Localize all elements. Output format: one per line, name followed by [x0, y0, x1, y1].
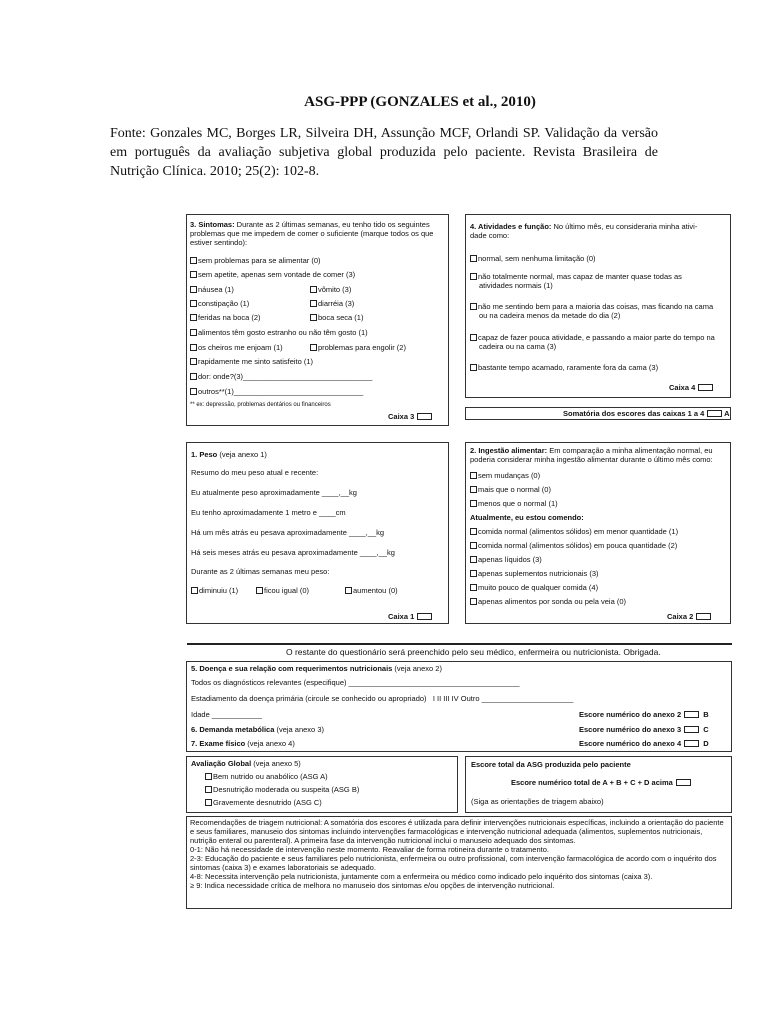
sintomas-option[interactable]: feridas na boca (2) — [190, 313, 261, 322]
demanda-metabolica: 6. Demanda metabólica (veja anexo 3) — [191, 725, 324, 734]
separator-note: O restante do questionário será preenchido pelo seu médico, enfermeira ou nutricionista. Obrigada. — [286, 647, 661, 657]
escore-anexo-2: Escore numérico do anexo 2 B — [579, 710, 709, 719]
recomendacoes — [190, 818, 728, 890]
peso-option[interactable]: aumentou (0) — [345, 586, 398, 595]
atividades-option[interactable]: normal, sem nenhuma limitação (0) — [470, 254, 596, 263]
idade-field[interactable]: Idade ____________ — [191, 710, 262, 719]
caixa-1: Caixa 1 — [388, 612, 432, 621]
atividades-option[interactable]: capaz de fazer pouca atividade, e passando a maior parte do tempo na — [470, 333, 715, 342]
sintomas-footnote: ** ex: depressão, problemas dentários ou financeiros — [190, 402, 331, 408]
sintomas-option[interactable]: dor: onde?(3)_______________________________ — [190, 372, 372, 381]
sintomas-intro-2: problemas que me impedem de comer o suficiente (marque todos os que — [190, 229, 434, 238]
ingestao-option[interactable]: menos que o normal (1) — [470, 499, 558, 508]
checkbox[interactable] — [190, 286, 197, 293]
checkbox[interactable] — [205, 786, 212, 793]
checkbox[interactable] — [470, 528, 477, 535]
atividades-intro: 4. Atividades e função: No último mês, eu consideraria minha ativi- — [470, 222, 698, 231]
sintomas-option[interactable]: náusea (1) — [190, 285, 234, 294]
estadiamento-line[interactable]: Estadiamento da doença primária (circule se conhecido ou apropriado) I II III IV Outro ______________________ — [191, 694, 574, 703]
ingestao-option[interactable]: apenas suplementos nutricionais (3) — [470, 569, 598, 578]
sintomas-intro-3: estiver sentindo): — [190, 238, 248, 247]
checkbox[interactable] — [190, 329, 197, 336]
sintomas-option[interactable]: os cheiros me enjoam (1) — [190, 343, 283, 352]
checkbox[interactable] — [470, 273, 477, 280]
checkbox[interactable] — [470, 598, 477, 605]
atividades-intro-2: dade como: — [470, 231, 510, 240]
recomendacao-4-8: 4-8: Necessita intervenção pela nutricionista, juntamente com a enfermeira ou médico como indicado pelo inquérito dos sintomas (caixa 3). — [190, 872, 653, 881]
checkbox[interactable] — [470, 364, 477, 371]
checkbox[interactable] — [470, 303, 477, 310]
ingestao-option[interactable]: sem mudanças (0) — [470, 471, 540, 480]
peso-line: Resumo do meu peso atual e recente: — [191, 468, 319, 477]
peso-option[interactable]: ficou igual (0) — [256, 586, 309, 595]
checkbox[interactable] — [310, 286, 317, 293]
sintomas-option[interactable]: sem problemas para se alimentar (0) — [190, 256, 321, 265]
sintomas-option[interactable]: problemas para engolir (2) — [310, 343, 406, 352]
peso-line[interactable]: Há seis meses atrás eu pesava aproximadamente ____,__kg — [191, 548, 395, 557]
checkbox[interactable] — [310, 344, 317, 351]
peso-title: 1. Peso (veja anexo 1) — [191, 450, 267, 459]
atividades-option[interactable]: não totalmente normal, mas capaz de manter quase todas as — [470, 272, 682, 281]
checkbox[interactable] — [310, 314, 317, 321]
checkbox[interactable] — [190, 388, 197, 395]
ingestao-intro-2: poderia considerar minha ingestão alimentar durante o último mês como: — [470, 455, 713, 464]
ingestao-option[interactable]: comida normal (alimentos sólidos) em pouca quantidade (2) — [470, 541, 677, 550]
atividades-option[interactable]: bastante tempo acamado, raramente fora da cama (3) — [470, 363, 658, 372]
sintomas-intro: 3. Sintomas: Durante as 2 últimas semanas, eu tenho tido os seguintes — [190, 220, 430, 229]
checkbox[interactable] — [470, 542, 477, 549]
checkbox[interactable] — [190, 358, 197, 365]
recomendacoes-intro: Recomendações de triagem nutricional: A somatória dos escores é utilizada para definir intervenções nutricionais específicas, incluindo a orientação do paciente e seus familiares, manuseio dos sintomas incluindo intervenções farmacológicas e intervenção nutricional adequada (alimentos, suplementos nutricionais, nutrição enteral ou parenteral). A primeira fase da intervenção nutricional inclui o manuseio adequado dos sintomas. — [190, 818, 724, 845]
peso-line[interactable]: Eu atualmente peso aproximadamente ____,__kg — [191, 488, 357, 497]
checkbox[interactable] — [190, 314, 197, 321]
score-box[interactable] — [417, 413, 432, 420]
score-box[interactable] — [684, 740, 699, 747]
somatoria: Somatória dos escores das caixas 1 a 4 A — [563, 409, 730, 418]
checkbox[interactable] — [470, 570, 477, 577]
checkbox[interactable] — [470, 584, 477, 591]
checkbox[interactable] — [205, 773, 212, 780]
recomendacao-0-1: 0-1: Não há necessidade de intervenção neste momento. Reavaliar de forma rotineira durante o tratamento. — [190, 845, 549, 854]
sintomas-option[interactable]: boca seca (1) — [310, 313, 363, 322]
escore-total-title: Escore total da ASG produzida pelo paciente — [471, 760, 631, 769]
score-box[interactable] — [696, 613, 711, 620]
peso-line[interactable]: Eu tenho aproximadamente 1 metro e ____cm — [191, 508, 346, 517]
atividades-option-cont: atividades normais (1) — [479, 281, 553, 290]
ingestao-option[interactable]: mais que o normal (0) — [470, 485, 551, 494]
checkbox[interactable] — [190, 271, 197, 278]
escore-total-line: Escore numérico total de A + B + C + D acima — [511, 778, 691, 787]
avaliacao-option[interactable]: Desnutrição moderada ou suspeita (ASG B) — [205, 785, 359, 794]
checkbox[interactable] — [190, 373, 197, 380]
score-box[interactable] — [417, 613, 432, 620]
checkbox[interactable] — [470, 472, 477, 479]
ingestao-option[interactable]: muito pouco de qualquer comida (4) — [470, 583, 598, 592]
checkbox[interactable] — [190, 257, 197, 264]
ingestao-subtitle: Atualmente, eu estou comendo: — [470, 513, 584, 522]
escore-total-note: (Siga as orientações de triagem abaixo) — [471, 797, 604, 806]
checkbox[interactable] — [310, 300, 317, 307]
escore-anexo-4: Escore numérico do anexo 4 D — [579, 739, 709, 748]
exame-fisico: 7. Exame físico (veja anexo 4) — [191, 739, 295, 748]
checkbox[interactable] — [191, 587, 198, 594]
checkbox[interactable] — [345, 587, 352, 594]
avaliacao-title: Avaliação Global (veja anexo 5) — [191, 759, 301, 768]
checkbox[interactable] — [205, 799, 212, 806]
divider — [187, 643, 732, 645]
peso-line: Durante as 2 últimas semanas meu peso: — [191, 567, 330, 576]
score-box[interactable] — [707, 410, 722, 417]
score-box[interactable] — [676, 779, 691, 786]
recomendacao-2-3: 2-3: Educação do paciente e seus familiares pelo nutricionista, enfermeira ou outro profissional, com intervenção farmacológica de acordo com o inquérito dos sintomas (caixa 3) e exames laboratoriais se adequado. — [190, 854, 717, 872]
checkbox[interactable] — [256, 587, 263, 594]
peso-option[interactable]: diminuiu (1) — [191, 586, 238, 595]
sintomas-option[interactable]: diarréia (3) — [310, 299, 354, 308]
avaliacao-option[interactable]: Gravemente desnutrido (ASG C) — [205, 798, 322, 807]
score-box[interactable] — [684, 711, 699, 718]
ingestao-option[interactable]: apenas líquidos (3) — [470, 555, 542, 564]
sintomas-option[interactable]: outros**(1)_______________________________ — [190, 387, 363, 396]
checkbox[interactable] — [470, 255, 477, 262]
atividades-option[interactable]: não me sentindo bem para a maioria das coisas, mas ficando na cama — [470, 302, 713, 311]
checkbox[interactable] — [470, 486, 477, 493]
sintomas-option[interactable]: sem apetite, apenas sem vontade de comer (3) — [190, 270, 355, 279]
sintomas-option[interactable]: rapidamente me sinto satisfeito (1) — [190, 357, 313, 366]
sintomas-option[interactable]: vômito (3) — [310, 285, 351, 294]
ingestao-option[interactable]: apenas alimentos por sonda ou pela veia (0) — [470, 597, 626, 606]
checkbox[interactable] — [470, 556, 477, 563]
checkbox[interactable] — [190, 344, 197, 351]
ingestao-intro: 2. Ingestão alimentar: Em comparação a minha alimentação normal, eu — [470, 446, 713, 455]
escore-anexo-3: Escore numérico do anexo 3 C — [579, 725, 709, 734]
atividades-option-cont: ou na cadeira menos da metade do dia (2) — [479, 311, 621, 320]
sintomas-option[interactable]: alimentos têm gosto estranho ou não têm gosto (1) — [190, 328, 368, 337]
score-box[interactable] — [684, 726, 699, 733]
citation: Fonte: Gonzales MC, Borges LR, Silveira DH, Assunção MCF, Orlandi SP. Validação da versão em português da avaliação subjetiva global produzida pelo paciente. Revista Brasileira de Nutrição Clínica. 2010; 25(2): 102-8. — [110, 126, 658, 179]
document-title: ASG-PPP (GONZALES et al., 2010) — [304, 94, 536, 110]
diagnosticos-line[interactable]: Todos os diagnósticos relevantes (especifique) _________________________________________ — [191, 678, 520, 687]
avaliacao-option[interactable]: Bem nutrido ou anabólico (ASG A) — [205, 772, 328, 781]
checkbox[interactable] — [470, 500, 477, 507]
atividades-option-cont: cadeira ou na cama (3) — [479, 342, 557, 351]
peso-line[interactable]: Há um mês atrás eu pesava aproximadamente ____,__kg — [191, 528, 385, 537]
ingestao-option[interactable]: comida normal (alimentos sólidos) em menor quantidade (1) — [470, 527, 678, 536]
caixa-4: Caixa 4 — [669, 383, 713, 392]
caixa-3: Caixa 3 — [388, 412, 432, 421]
checkbox[interactable] — [470, 334, 477, 341]
score-box[interactable] — [698, 384, 713, 391]
recomendacao-9: ≥ 9: Indica necessidade crítica de melhora no manuseio dos sintomas e/ou opções de intervenção nutricional. — [190, 881, 555, 890]
doenca-title: 5. Doença e sua relação com requerimentos nutricionais (veja anexo 2) — [191, 664, 442, 673]
checkbox[interactable] — [190, 300, 197, 307]
caixa-2: Caixa 2 — [667, 612, 711, 621]
sintomas-option[interactable]: constipação (1) — [190, 299, 249, 308]
